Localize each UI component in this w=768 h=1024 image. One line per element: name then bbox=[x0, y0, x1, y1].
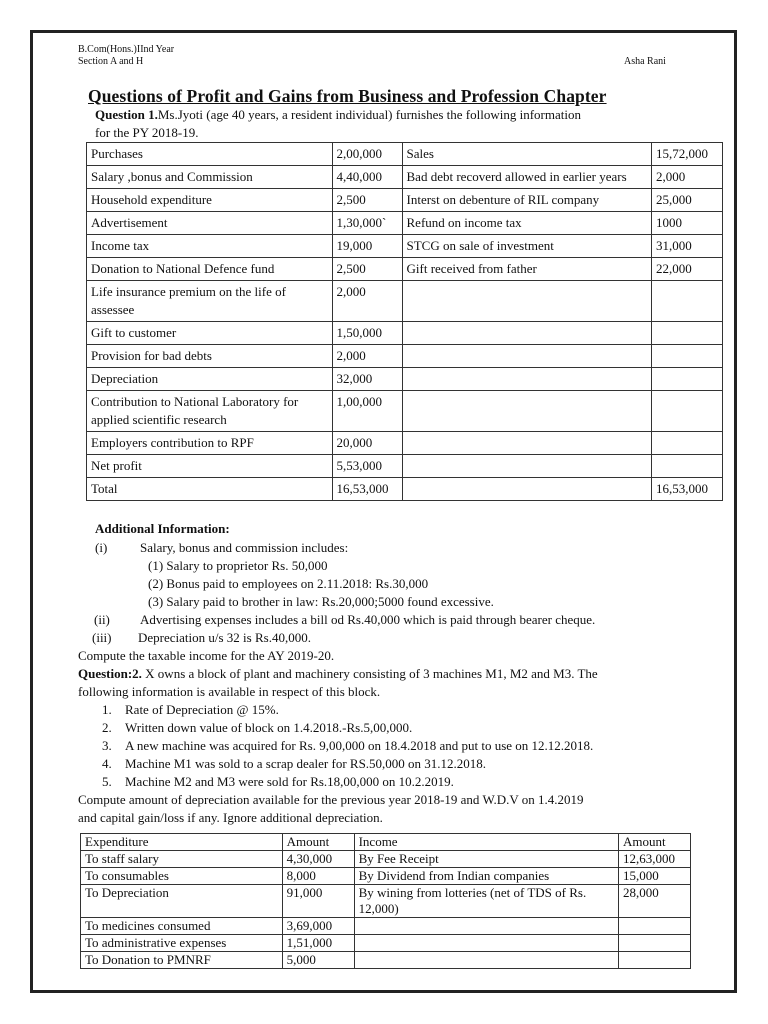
table-cell: 1,30,000` bbox=[332, 212, 402, 235]
q2-intro bbox=[78, 665, 598, 683]
header-amount: Amount bbox=[282, 834, 354, 851]
sub-item-1: (1) Salary to proprietor Rs. 50,000 bbox=[148, 558, 328, 573]
table-cell: 16,53,000 bbox=[332, 478, 402, 501]
table-cell: STCG on sale of investment bbox=[402, 235, 651, 258]
table-cell: Household expenditure bbox=[87, 189, 333, 212]
q2-item-3: A new machine was acquired for Rs. 9,00,000 on 18.4.2018 and put to use on 12.12.2018. bbox=[125, 738, 594, 753]
table-cell bbox=[354, 918, 618, 935]
table-row bbox=[87, 391, 723, 432]
table-cell: To Depreciation bbox=[81, 885, 283, 918]
table-cell: 2,000 bbox=[332, 345, 402, 368]
table-cell: Donation to National Defence fund bbox=[87, 258, 333, 281]
table-cell: 19,000 bbox=[332, 235, 402, 258]
income-expenditure-table bbox=[80, 833, 691, 969]
table-row bbox=[87, 258, 723, 281]
q2-intro-line2: following information is available in respect of this block. bbox=[78, 684, 381, 699]
table-row bbox=[87, 143, 723, 166]
q2-num-2: 2. bbox=[102, 720, 112, 735]
item-ii-text: Advertising expenses includes a bill od Rs.40,000 which is paid through bearer cheque. bbox=[140, 612, 596, 627]
item-i-text: Salary, bonus and commission includes: bbox=[140, 540, 349, 555]
table-row bbox=[87, 368, 723, 391]
table-cell bbox=[402, 345, 651, 368]
table-cell: Contribution to National Laboratory for applied scientific research bbox=[87, 391, 333, 432]
table-cell: To consumables bbox=[81, 868, 283, 885]
table-cell bbox=[652, 345, 723, 368]
q2-num-4: 4. bbox=[102, 756, 112, 771]
table-cell: Net profit bbox=[87, 455, 333, 478]
q2-intro-text: X owns a block of plant and machinery consisting of 3 machines M1, M2 and M3. The bbox=[145, 666, 598, 681]
table-cell: Gift to customer bbox=[87, 322, 333, 345]
table-cell bbox=[652, 368, 723, 391]
table-cell: 25,000 bbox=[652, 189, 723, 212]
q1-compute: Compute the taxable income for the AY 2019-20. bbox=[78, 648, 335, 663]
table-cell bbox=[619, 935, 691, 952]
table-cell: Employers contribution to RPF bbox=[87, 432, 333, 455]
q1-label: Question 1. bbox=[95, 107, 158, 122]
table-cell bbox=[402, 322, 651, 345]
item-ii-num: (ii) bbox=[94, 612, 110, 627]
table-cell: 2,500 bbox=[332, 258, 402, 281]
table-cell bbox=[619, 918, 691, 935]
table-row bbox=[81, 935, 691, 952]
table-cell: 2,500 bbox=[332, 189, 402, 212]
q2-num-5: 5. bbox=[102, 774, 112, 789]
table-cell: 3,69,000 bbox=[282, 918, 354, 935]
table-row bbox=[87, 166, 723, 189]
table-cell: 1,50,000 bbox=[332, 322, 402, 345]
table-cell: 1,51,000 bbox=[282, 935, 354, 952]
table-row bbox=[81, 868, 691, 885]
table-cell: 91,000 bbox=[282, 885, 354, 918]
table-row bbox=[87, 478, 723, 501]
table-cell: 2,00,000 bbox=[332, 143, 402, 166]
q2-item-5: Machine M2 and M3 were sold for Rs.18,00,000 on 10.2.2019. bbox=[125, 774, 454, 789]
table-cell: Refund on income tax bbox=[402, 212, 651, 235]
additional-info-label: Additional Information: bbox=[95, 521, 230, 536]
q2-item-4: Machine M1 was sold to a scrap dealer for RS.50,000 on 31.12.2018. bbox=[125, 756, 487, 771]
q1-table bbox=[86, 142, 723, 501]
table-cell bbox=[402, 391, 651, 432]
course-line: B.Com(Hons.)IInd Year bbox=[78, 44, 175, 55]
table-cell bbox=[354, 935, 618, 952]
table-cell: Income tax bbox=[87, 235, 333, 258]
q1-intro-text: Ms.Jyoti (age 40 years, a resident individual) furnishes the following information bbox=[157, 107, 581, 122]
table-cell: By wining from lotteries (net of TDS of Rs. 12,000) bbox=[354, 885, 618, 918]
item-iii-text: Depreciation u/s 32 is Rs.40,000. bbox=[138, 630, 311, 645]
table-cell: Depreciation bbox=[87, 368, 333, 391]
table-cell: Purchases bbox=[87, 143, 333, 166]
table-cell: 31,000 bbox=[652, 235, 723, 258]
q2-item-2: Written down value of block on 1.4.2018.-Rs.5,00,000. bbox=[125, 720, 413, 735]
table-cell bbox=[652, 391, 723, 432]
table-row bbox=[81, 918, 691, 935]
table-row bbox=[81, 851, 691, 868]
table-cell: 1000 bbox=[652, 212, 723, 235]
table-cell: Advertisement bbox=[87, 212, 333, 235]
table-cell: 4,40,000 bbox=[332, 166, 402, 189]
table-row bbox=[81, 885, 691, 918]
table-cell: 2,000 bbox=[332, 281, 402, 322]
table-row bbox=[87, 345, 723, 368]
page-title: Questions of Profit and Gains from Business and Profession Chapter bbox=[88, 86, 607, 106]
table-cell bbox=[402, 432, 651, 455]
header-amount: Amount bbox=[619, 834, 691, 851]
q2-num-3: 3. bbox=[102, 738, 112, 753]
table-cell: 32,000 bbox=[332, 368, 402, 391]
table-cell: 20,000 bbox=[332, 432, 402, 455]
table-row bbox=[87, 212, 723, 235]
table-cell: By Dividend from Indian companies bbox=[354, 868, 618, 885]
table-cell: Interst on debenture of RIL company bbox=[402, 189, 651, 212]
item-i-num: (i) bbox=[95, 540, 108, 555]
table-cell bbox=[652, 322, 723, 345]
table-cell: Provision for bad debts bbox=[87, 345, 333, 368]
section-line: Section A and H bbox=[78, 56, 144, 67]
table-row bbox=[87, 189, 723, 212]
table-cell: To Donation to PMNRF bbox=[81, 952, 283, 969]
q2-num-1: 1. bbox=[102, 702, 112, 717]
table-cell: 28,000 bbox=[619, 885, 691, 918]
item-iii-num: (iii) bbox=[92, 630, 112, 645]
table-cell: By Fee Receipt bbox=[354, 851, 618, 868]
table-header-row bbox=[81, 834, 691, 851]
table-row bbox=[87, 455, 723, 478]
table-cell: 5,53,000 bbox=[332, 455, 402, 478]
table-cell bbox=[652, 455, 723, 478]
q2-compute-line2: and capital gain/loss if any. Ignore additional depreciation. bbox=[78, 810, 383, 825]
table-cell: To medicines consumed bbox=[81, 918, 283, 935]
sub-item-3: (3) Salary paid to brother in law: Rs.20,000;5000 found excessive. bbox=[148, 594, 494, 609]
table-row bbox=[87, 432, 723, 455]
table-cell: Gift received from father bbox=[402, 258, 651, 281]
sub-item-2: (2) Bonus paid to employees on 2.11.2018: Rs.30,000 bbox=[148, 576, 429, 591]
q1-intro-line2: for the PY 2018-19. bbox=[95, 125, 199, 140]
table-cell: 4,30,000 bbox=[282, 851, 354, 868]
table-row bbox=[87, 322, 723, 345]
table-cell: 15,72,000 bbox=[652, 143, 723, 166]
author-name: Asha Rani bbox=[624, 56, 666, 67]
q2-compute-line1: Compute amount of depreciation available for the previous year 2018-19 and W.D.V on 1.4.2019 bbox=[78, 792, 584, 807]
q1-intro bbox=[95, 106, 581, 124]
table-cell bbox=[354, 952, 618, 969]
table-cell: 22,000 bbox=[652, 258, 723, 281]
table-cell: Salary ,bonus and Commission bbox=[87, 166, 333, 189]
table-cell: Total bbox=[87, 478, 333, 501]
table-cell: Bad debt recoverd allowed in earlier years bbox=[402, 166, 651, 189]
table-cell: 8,000 bbox=[282, 868, 354, 885]
table-cell bbox=[652, 281, 723, 322]
table-cell: To staff salary bbox=[81, 851, 283, 868]
table-cell: 12,63,000 bbox=[619, 851, 691, 868]
table-cell bbox=[402, 478, 651, 501]
header-income: Income bbox=[354, 834, 618, 851]
table-cell bbox=[402, 281, 651, 322]
table-cell bbox=[402, 368, 651, 391]
q2-label: Question:2. bbox=[78, 666, 142, 681]
table-cell bbox=[402, 455, 651, 478]
table-cell bbox=[652, 432, 723, 455]
table-row bbox=[81, 952, 691, 969]
table-row bbox=[87, 281, 723, 322]
header-expenditure: Expenditure bbox=[81, 834, 283, 851]
table-cell bbox=[619, 952, 691, 969]
table-cell: 2,000 bbox=[652, 166, 723, 189]
additional-info-heading bbox=[95, 520, 230, 538]
table-cell: 1,00,000 bbox=[332, 391, 402, 432]
table-cell: To administrative expenses bbox=[81, 935, 283, 952]
table-cell: 5,000 bbox=[282, 952, 354, 969]
table-cell: Sales bbox=[402, 143, 651, 166]
table-row bbox=[87, 235, 723, 258]
q2-item-1: Rate of Depreciation @ 15%. bbox=[125, 702, 279, 717]
table-cell: 16,53,000 bbox=[652, 478, 723, 501]
table-cell: 15,000 bbox=[619, 868, 691, 885]
table-cell: Life insurance premium on the life of assessee bbox=[87, 281, 333, 322]
